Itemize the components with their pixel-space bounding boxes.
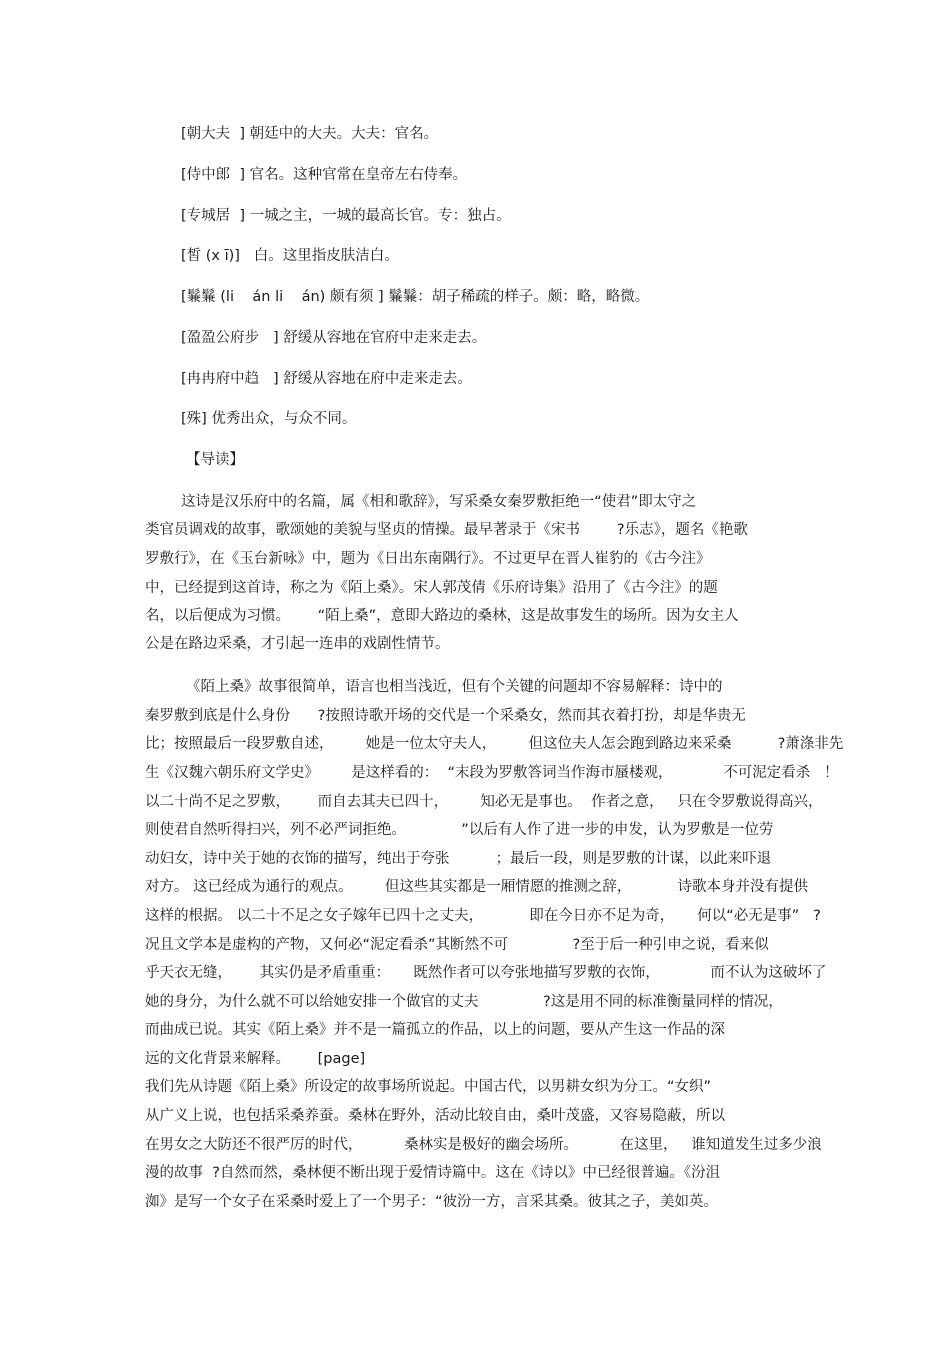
paragraph-line: 乎天衣无缝， 其实仍是矛盾重重： 既然作者可以夸张地描写罗敷的衣饰， 而不认为这破坏了 bbox=[145, 965, 827, 981]
paragraph-line: 中，已经提到这首诗，称之为《陌上桑》。宋人郭茂倩《乐府诗集》沿用了《古今注》的题 bbox=[145, 580, 718, 596]
paragraph-line: 类官员调戏的故事，歌颂她的美貌与坚贞的情操。最早著录于《宋书 ?乐志》，题名《艳歌 bbox=[145, 522, 748, 538]
paragraph-line: 以二十尚不足之罗敷， 而自去其夫已四十， 知必无是事也。 作者之意， 只在令罗敷说得高兴， bbox=[145, 794, 823, 810]
paragraph-line: 《陌上桑》故事很简单，语言也相当浅近，但有个关键的问题却不容易解释：诗中的 bbox=[186, 679, 723, 695]
annotation-ran-ran: [冉冉府中趋 ] 舒缓从容地在府中走来走去。 bbox=[181, 371, 472, 387]
paragraph-line: 在男女之大防还不很严厉的时代， 桑林实是极好的幽会场所。 在这里， 谁知道发生过多少浪 bbox=[145, 1137, 822, 1153]
paragraph-line: 对方。 这已经成为通行的观点。 但这些其实都是一厢情愿的推测之辞， 诗歌本身并没有提供 bbox=[145, 879, 808, 895]
paragraph-line: 这样的根据。 以二十不足之女子嫁年已四十之丈夫， 即在今日亦不足为奇， 何以“必无是事” ? bbox=[145, 908, 821, 924]
annotation-shu: [殊] 优秀出众，与众不同。 bbox=[181, 411, 357, 427]
section-heading-daodu: 【导读】 bbox=[186, 452, 244, 468]
annotation-zhuan-cheng-ju: [专城居 ] 一城之主，一城的最高长官。专：独占。 bbox=[181, 208, 511, 224]
paragraph-line: 罗敷行》，在《玉台新咏》中，题为《日出东南隅行》。不过更早在晋人崔豹的《古今注》 bbox=[145, 551, 711, 567]
annotation-xi: [皙 (x ī)] 白。这里指皮肤洁白。 bbox=[181, 248, 399, 264]
paragraph-line: 况且文学本是虚构的产物，又何必“泥定看杀”其断然不可 ?至于后一种引申之说，看来似 bbox=[145, 937, 769, 953]
paragraph-line: 我们先从诗题《陌上桑》所设定的故事场所说起。中国古代，以男耕女织为分工。“女织” bbox=[145, 1079, 712, 1095]
annotation-chao-dafu: [朝大夫 ] 朝廷中的大夫。大夫：官名。 bbox=[181, 126, 439, 142]
paragraph-line: 则使君自然听得扫兴，列不必严词拒绝。 ”以后有人作了进一步的申发，认为罗敷是一位劳 bbox=[145, 822, 774, 838]
paragraph-line: 而曲成已说。其实《陌上桑》并不是一篇孤立的作品，以上的问题，要从产生这一作品的深 bbox=[145, 1022, 725, 1038]
paragraph-line: 公是在路边采桑，才引起一连串的戏剧性情节。 bbox=[145, 636, 450, 652]
paragraph-line: 这诗是汉乐府中的名篇，属《相和歌辞》，写采桑女秦罗敷拒绝一“使君”即太守之 bbox=[181, 494, 697, 510]
annotation-shi-zhonglang: [侍中郎 ] 官名。这种官常在皇帝左右侍奉。 bbox=[181, 167, 468, 183]
paragraph-line: 动妇女，诗中关于她的衣饰的描写，纯出于夸张 ；最后一段，则是罗敷的计谋，以此来吓退 bbox=[145, 851, 772, 867]
paragraph-line: 生《汉魏六朝乐府文学史》 是这样看的： “末段为罗敷答词当作海市蜃楼观， 不可泥定看杀 ！ bbox=[145, 765, 839, 781]
paragraph-line: 比；按照最后一段罗敷自述， 她是一位太守夫人， 但这位夫人怎会跑到路边来采桑 ?萧涤非先 bbox=[145, 736, 844, 752]
paragraph-line: 洳》是写一个女子在采桑时爱上了一个男子：“彼汾一方，言采其桑。彼其之子，美如英。 bbox=[145, 1194, 719, 1210]
paragraph-line: 从广义上说，也包括采桑养蚕。桑林在野外，活动比较自由，桑叶茂盛，又容易隐蔽，所以 bbox=[145, 1108, 725, 1124]
paragraph-line: 名，以后便成为习惯。 “陌上桑”，意即大路边的桑林，这是故事发生的场所。因为女主人 bbox=[145, 608, 739, 624]
annotation-lian-lian: [鬑鬑 (li án li án) 颇有须 ] 鬑鬑：胡子稀疏的样子。颇：略，略微。 bbox=[181, 289, 650, 305]
paragraph-line: 远的文化背景来解释。 [page] bbox=[145, 1051, 366, 1067]
paragraph-line: 秦罗敷到底是什么身份 ?按照诗歌开场的交代是一个采桑女，然而其衣着打扮，却是华贵无 bbox=[145, 708, 746, 724]
paragraph-line: 她的身分，为什么就不可以给她安排一个做官的丈夫 ?这是用不同的标准衡量同样的情况， bbox=[145, 994, 783, 1010]
paragraph-line: 漫的故事 ?自然而然，桑林便不断出现于爱情诗篇中。这在《诗以》中已经很普遍。《汾沮 bbox=[145, 1165, 721, 1181]
annotation-ying-ying: [盈盈公府步 ] 舒缓从容地在官府中走来走去。 bbox=[181, 330, 487, 346]
